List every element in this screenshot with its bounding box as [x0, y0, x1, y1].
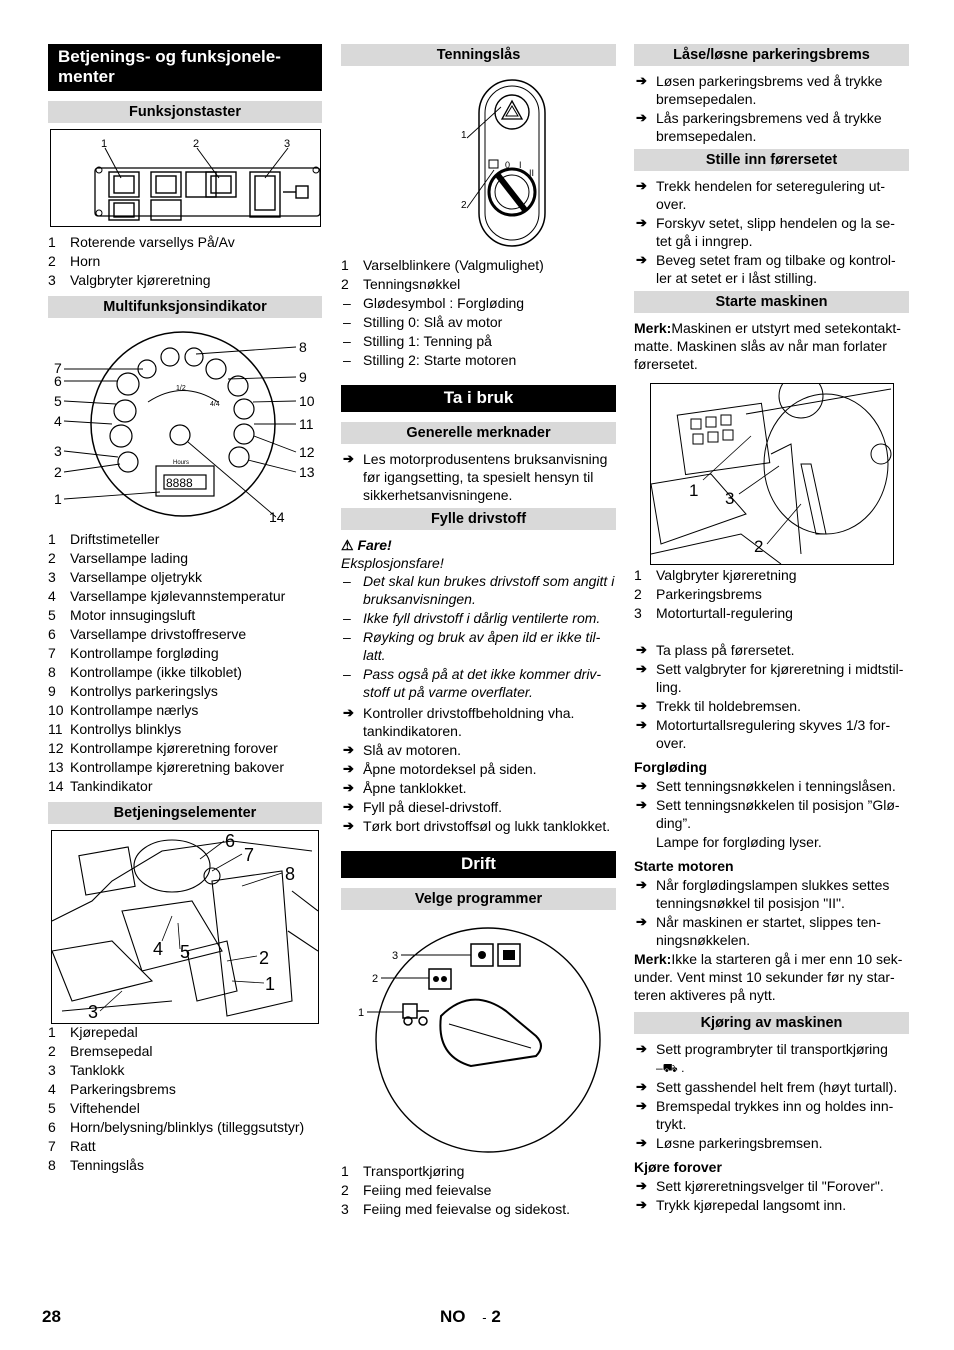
list-item: 6 Horn/belysning/blinklys (tilleggsutstyr)	[48, 1119, 305, 1135]
list-item: ➔ Sett tenningsnøkkelen i tenningslåsen.	[634, 777, 909, 795]
preheat-lamp-note: Lampe for forgløding lyser.	[656, 834, 822, 850]
subheading-betjeningselementer: Betjeningselementer	[48, 802, 322, 824]
figure-function-keys	[50, 129, 321, 227]
svg-text:I: I	[518, 160, 522, 170]
subheading-stille-inn-forersetet: Stille inn førersetet	[634, 149, 909, 171]
program-selector-diagram	[341, 916, 616, 1156]
list-fuel-steps	[341, 704, 616, 835]
list-item: ➔ Sett valgbryter for kjøreretning i midtstil-ling.	[634, 660, 909, 696]
svg-text:8: 8	[299, 339, 307, 355]
section-heading-drift: Drift	[341, 851, 616, 878]
list-item: 2 Horn	[48, 253, 101, 269]
list-item: – Stilling 0: Slå av motor	[341, 313, 616, 331]
callout-2: 2	[192, 138, 199, 150]
subheading-tenningslaas: Tenningslås	[341, 44, 616, 66]
svg-text:II: II	[528, 168, 534, 178]
subheading-fylle-drivstoff: Fylle drivstoff	[341, 508, 616, 530]
svg-text:Hours: Hours	[173, 460, 190, 466]
list-item: ➔ Sett kjøreretningsvelger til "Forover".	[634, 1177, 909, 1195]
column-1	[48, 44, 322, 1181]
list-item: 6 Varsellampe drivstoffreserve	[48, 626, 247, 642]
list-item: 4 Parkeringsbrems	[48, 1081, 176, 1097]
list-item: – Det skal kun brukes drivstoff som angitt i bruksanvisningen.	[341, 572, 616, 608]
svg-text:2: 2	[460, 200, 467, 211]
svg-text:3: 3	[392, 950, 399, 962]
subheading-kjoring: Kjøring av maskinen	[634, 1012, 909, 1034]
list-item: 3 Tanklokk	[48, 1062, 125, 1078]
list-item: 14 Tankindikator	[48, 778, 153, 794]
svg-text:1/2: 1/2	[176, 385, 186, 392]
section-heading-ta-i-bruk: Ta i bruk	[341, 385, 616, 412]
warning-subtitle: Eksplosjonsfare!	[341, 555, 444, 571]
list-item: ➔ Trekk til holdebremsen.	[634, 697, 909, 715]
list-item: ➔ Når forglødingslampen slukkes settes tenningsnøkkel til posisjon "II".	[634, 876, 909, 912]
svg-text:4: 4	[153, 939, 164, 959]
svg-text:5: 5	[180, 942, 191, 962]
svg-text:1: 1	[460, 130, 467, 141]
svg-text:1: 1	[688, 481, 698, 500]
callout-3: 3	[283, 138, 290, 150]
ignition-lock-diagram	[379, 72, 579, 250]
list-item: 7 Kontrollampe forgløding	[48, 645, 219, 661]
list-start-engine	[634, 876, 909, 949]
list-fuel-warnings	[341, 572, 616, 701]
svg-text:14: 14	[269, 509, 285, 524]
svg-text:8: 8	[285, 864, 296, 884]
list-general-notes	[341, 450, 616, 504]
list-item: 1 Kjørepedal	[48, 1024, 138, 1040]
subheading-laase-parkeringsbrems: Låse/løsne parkeringsbrems	[634, 44, 909, 66]
warning-line	[341, 536, 616, 554]
svg-text:0: 0	[504, 160, 510, 170]
list-item: ➔ Løsen parkeringsbrems ved å trykke bremsepedalen.	[634, 72, 909, 108]
svg-text:9: 9	[299, 369, 307, 385]
list-item: 3 Feiing med feievalse og sidekost.	[341, 1201, 570, 1217]
list-item: 12 Kontrollampe kjøreretning forover	[48, 740, 278, 756]
svg-text:8888: 8888	[166, 476, 193, 490]
list-function-keys	[48, 233, 322, 290]
list-item: 5 Viftehendel	[48, 1100, 140, 1116]
list-operator-controls	[48, 1023, 322, 1175]
transport-mode-icon: –⛟ .	[656, 1061, 685, 1075]
list-item: – Stilling 1: Tenning på	[341, 332, 616, 350]
footer-language: NO - 2	[440, 1307, 501, 1326]
list-item: – Pass også på at det ikke kommer driv-stoff ut på varme overflater.	[341, 665, 616, 701]
list-item: 8 Kontrollampe (ikke tilkoblet)	[48, 664, 242, 680]
list-item: 1 Valgbryter kjøreretning	[634, 567, 797, 583]
subtitle-kjore-forover: Kjøre forover	[634, 1159, 722, 1175]
page-number: 28	[42, 1307, 61, 1326]
section-heading-betjening: Betjenings- og funksjonele- menter	[48, 44, 322, 91]
svg-text:7: 7	[54, 360, 62, 376]
svg-text:5: 5	[54, 393, 62, 409]
svg-text:4: 4	[54, 413, 62, 429]
figure-operator-controls	[51, 830, 319, 1024]
list-item: 3 Motorturtall-regulering	[634, 605, 793, 621]
callout-1: 1	[100, 138, 107, 150]
svg-text:2: 2	[753, 537, 763, 556]
list-item: ➔ Fyll på diesel-drivstoff.	[341, 798, 616, 816]
list-item: 4 Varsellampe kjølevannstemperatur	[48, 588, 286, 604]
list-drive-forward	[634, 1177, 909, 1214]
list-item: – Glødesymbol : Forgløding	[341, 294, 616, 312]
list-item: – Stilling 2: Starte motoren	[341, 351, 616, 369]
list-item: 13 Kontrollampe kjøreretning bakover	[48, 759, 284, 775]
list-item: ➔ Forskyv setet, slipp hendelen og la se-tet gå i inngrep.	[634, 214, 909, 250]
svg-text:10: 10	[299, 393, 315, 409]
list-item: ➔ Motorturtallsregulering skyves 1/3 for-over.	[634, 716, 909, 752]
list-item: ➔ Åpne tanklokket.	[341, 779, 616, 797]
list-item: 2 Parkeringsbrems	[634, 586, 762, 602]
svg-text:6: 6	[225, 831, 236, 851]
svg-text:1: 1	[358, 1007, 365, 1019]
list-preheat	[634, 777, 909, 832]
multifunction-gauge-diagram	[48, 324, 322, 524]
list-item: ➔ Løsne parkeringsbremsen.	[634, 1134, 909, 1152]
svg-text:4/4: 4/4	[210, 401, 220, 408]
figure-program-selector	[341, 916, 616, 1156]
list-item: ➔ Beveg setet fram og tilbake og kontrol-ler at setet er i låst stilling.	[634, 251, 909, 287]
list-item: ➔ Tørk bort drivstoffsøl og lukk tanklokket.	[341, 817, 616, 835]
list-seat	[634, 177, 909, 287]
svg-text:13: 13	[299, 464, 315, 480]
operator-controls-drawing	[52, 831, 318, 1023]
subheading-starte-maskinen: Starte maskinen	[634, 291, 909, 313]
list-item: 9 Kontrollys parkeringslys	[48, 683, 218, 699]
list-programs	[341, 1162, 616, 1219]
list-item: ➔ Bremspedal trykkes inn og holdes inn-trykt.	[634, 1097, 909, 1133]
subtitle-forgloding: Forgløding	[634, 759, 708, 775]
list-item: ➔ Sett tenningsnøkkelen til posisjon ”Glø-ding”.	[634, 796, 909, 832]
svg-text:2: 2	[372, 973, 379, 985]
list-ignition	[341, 256, 616, 294]
list-item: ➔ Åpne motordeksel på siden.	[341, 760, 616, 778]
figure-multifunction-indicator	[48, 324, 322, 524]
figure-start-controls	[650, 383, 894, 565]
list-start-controls	[634, 566, 909, 623]
list-item: ➔ Sett programbryter til transportkjøring –⛟ .	[634, 1040, 909, 1077]
list-item: ➔ Ta plass på førersetet.	[634, 641, 909, 659]
list-item: 10 Kontrollampe nærlys	[48, 702, 199, 718]
figure-ignition-lock	[379, 72, 579, 250]
list-item: 7 Ratt	[48, 1138, 96, 1154]
list-item: ➔ Slå av motoren.	[341, 741, 616, 759]
column-2	[341, 44, 616, 1225]
svg-text:1: 1	[54, 491, 62, 507]
svg-text:12: 12	[299, 444, 315, 460]
list-item: 1 Transportkjøring	[341, 1163, 465, 1179]
subheading-velge-programmer: Velge programmer	[341, 888, 616, 910]
svg-text:2: 2	[259, 948, 270, 968]
list-item: 1 Varselblinkere (Valgmulighet)	[341, 257, 544, 273]
subheading-generelle-merknader: Generelle merknader	[341, 422, 616, 444]
list-start-steps	[634, 641, 909, 752]
list-item: ➔ Kontroller drivstoffbeholdning vha. tankindikatoren.	[341, 704, 616, 740]
start-controls-drawing	[651, 384, 893, 564]
list-item: 3 Varsellampe oljetrykk	[48, 569, 203, 585]
list-item: 3 Valgbryter kjøreretning	[48, 272, 211, 288]
list-item: ➔ Sett gasshendel helt frem (høyt turtall).	[634, 1078, 909, 1096]
warning-label: Fare!	[357, 537, 392, 553]
list-item: 2 Feiing med feievalse	[341, 1182, 492, 1198]
svg-text:2: 2	[54, 464, 62, 480]
svg-text:11: 11	[299, 416, 314, 432]
list-parking-brake	[634, 72, 909, 145]
function-keys-diagram	[51, 130, 320, 226]
list-item: 1 Driftstimeteller	[48, 531, 160, 547]
list-item: ➔ Lås parkeringsbremens ved å trykke bremsepedalen.	[634, 109, 909, 145]
svg-text:6: 6	[54, 373, 62, 389]
svg-text:3: 3	[724, 489, 734, 508]
svg-text:3: 3	[88, 1002, 99, 1022]
list-item: 11 Kontrollys blinklys	[48, 721, 182, 737]
svg-text:7: 7	[244, 845, 255, 865]
subtitle-starte-motoren: Starte motoren	[634, 858, 734, 874]
list-item: 2 Varsellampe lading	[48, 550, 189, 566]
list-ignition-positions	[341, 294, 616, 369]
note-starter: Merk:Ikke la starteren gå i mer enn 10 sek-under. Vent minst 10 sekunder før ny star-teren aktiveres på nytt.	[634, 951, 903, 1003]
list-item: 2 Bremsepedal	[48, 1043, 153, 1059]
list-item: ➔ Les motorprodusentens bruksanvisning før igangsetting, ta spesielt hensyn til sikkerhetsanvisningene.	[341, 450, 616, 504]
list-item: 8 Tenningslås	[48, 1157, 144, 1173]
list-indicators	[48, 530, 322, 796]
list-item: ➔ Når maskinen er startet, slippes ten-ningsnøkkelen.	[634, 913, 909, 949]
column-3	[634, 44, 909, 1218]
list-item: 2 Tenningsnøkkel	[341, 276, 461, 292]
note-seat-contact: Merk:Maskinen er utstyrt med setekontakt-matte. Maskinen slås av når man forlater førersetet.	[634, 320, 901, 372]
list-item: 1 Roterende varsellys På/Av	[48, 234, 235, 250]
warning-triangle-icon: ⚠	[341, 537, 354, 553]
list-item: 5 Motor innsugingsluft	[48, 607, 196, 623]
list-item: ➔ Trykk kjørepedal langsomt inn.	[634, 1196, 909, 1214]
subheading-funksjonstaster: Funksjonstaster	[48, 101, 322, 123]
svg-text:3: 3	[54, 443, 62, 459]
subheading-multifunksjonsindikator: Multifunksjonsindikator	[48, 296, 322, 318]
list-item: – Ikke fyll drivstoff i dårlig ventilerte rom.	[341, 609, 616, 627]
list-item: – Røyking og bruk av åpen ild er ikke til-latt.	[341, 628, 616, 664]
svg-text:1: 1	[265, 974, 276, 994]
list-item: ➔ Trekk hendelen for seteregulering ut-over.	[634, 177, 909, 213]
list-driving	[634, 1040, 909, 1152]
